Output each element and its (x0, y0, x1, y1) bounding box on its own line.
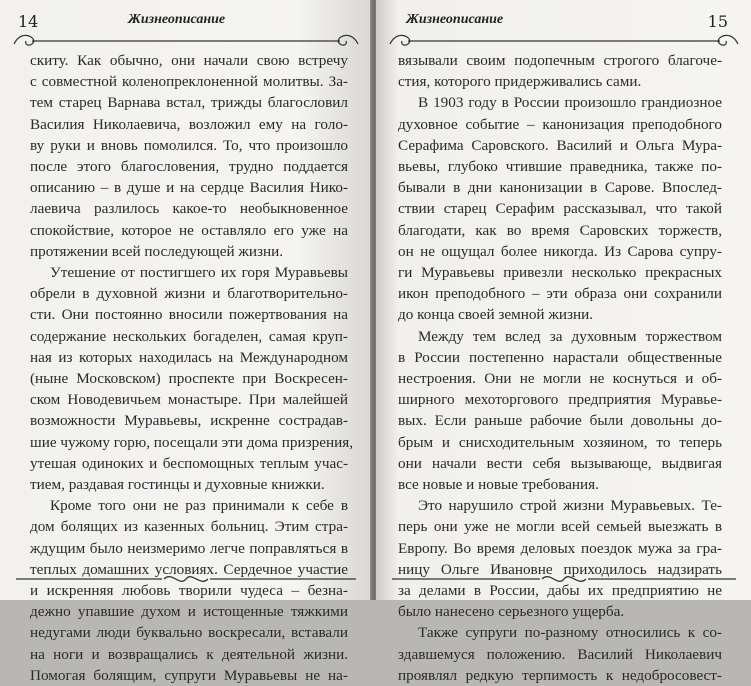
text-line: ги Муравьевы привезли несколько прекрасных (398, 264, 722, 282)
text-line: Серафима Саровского. Василий и Ольга Мура- (398, 136, 722, 154)
text-line: содержание нескольких богаделен, самая круп- (30, 327, 348, 345)
text-line: возможности Муравьевы, искренне сострадав- (30, 412, 348, 430)
text-line: скиту. Как обычно, они начали свою встречу (30, 52, 348, 69)
text-line: нестроения. Они не могли не коснуться и об- (398, 370, 722, 388)
ornamental-rule-bottom (388, 568, 740, 590)
page-number: 15 (707, 12, 728, 31)
running-title: Жизнеописание (406, 12, 504, 27)
text-line: спокойствие, которое не оставляло его уже на (30, 221, 348, 239)
text-line: было нанесено серьезного ущерба. (398, 603, 625, 621)
text-line: брым и снисходительным хозяином, то теперь (398, 433, 722, 451)
text-line: Также супруги по-разному относились к со- (418, 624, 722, 642)
text-line: вязывали своим подопечным строгого благоче- (398, 52, 722, 69)
text-line: в России постепенно нарастали общественные (398, 348, 722, 366)
page-number: 14 (18, 12, 39, 31)
text-line: Помогая болящим, супруги Муравьевы не на- (30, 666, 348, 684)
ornamental-rule-top (388, 30, 740, 52)
text-line: духовное событие – канонизация преподобного (398, 115, 722, 133)
text-line: В 1903 году в России произошло грандиозное (418, 94, 722, 112)
text-line: недугами люди буквально воскресали, вставали (30, 624, 348, 642)
ornamental-rule-top (12, 30, 360, 52)
text-line: дом болящих из казенных больниц. Этим стра- (30, 518, 348, 536)
text-line: сти. Они постоянно вносили пожертвования на (30, 306, 348, 324)
text-line: на ноги и возвращались к деятельной жизни. (30, 645, 348, 663)
text-line: и искренняя любовь творили чудеса – безна- (30, 582, 348, 600)
text-line: лаевича разлилось какое-то необыкновенное (30, 200, 348, 218)
right-body-text (398, 50, 722, 686)
text-line: Между тем вслед за духовным торжеством (418, 327, 722, 345)
text-line: Это нарушило строй жизни Муравьевых. Те- (418, 497, 722, 515)
text-line: благодати, как во время Саровских торжеств, (398, 221, 722, 239)
text-line: ницу Ольге Ивановне приходилось надзирать (398, 560, 722, 578)
text-line: тием, раздавая гостинцы и духовные книжки. (30, 476, 325, 494)
left-body-text (30, 50, 354, 686)
text-line: Утешение от постигшего их горя Муравьевы (50, 264, 348, 282)
text-line: до конца своей земной жизни. (398, 306, 594, 324)
text-line: описанию – в душе и на сердце Василия Нико- (30, 179, 348, 197)
text-line: обрели в духовной жизни и благотворительно- (30, 285, 348, 303)
running-title: Жизнеописание (128, 12, 226, 27)
text-line: (ныне Московском) проспекте при Воскресен- (30, 370, 348, 388)
text-line: дежно упавшие духом и истощенные тяжкими (30, 603, 348, 621)
text-line: бывали в дни канонизации в Сарове. Впослед- (398, 179, 722, 197)
text-line: тем старец Варнава встал, трижды благословил (30, 94, 348, 112)
text-line: Европу. Во время деловых поездок мужа за гра- (398, 539, 722, 557)
text-line: после этого благословения, трудно поддается (30, 158, 348, 176)
text-line: они начали вести себя вызывающе, выдвигая (398, 454, 722, 472)
text-line: он не ощущал более никогда. Из Сарова супру- (398, 242, 722, 260)
text-line: здавшемуся положению. Василий Николаевич (398, 645, 722, 663)
text-line: шие чужому горю, посещали эти дома призрения, (30, 433, 354, 451)
text-line: Василия Николаевича, возложил ему на голо- (30, 115, 348, 133)
text-line: протяжении всей последующей жизни. (30, 242, 284, 260)
text-line: ширного мехоторгового предприятия Муравье- (398, 391, 722, 409)
text-line: ждущим было неизмеримо легче поправляться в (30, 539, 348, 557)
right-page (376, 0, 751, 684)
text-line: теплых домашних условиях. Сердечное участие (30, 560, 348, 578)
text-line: вьевы, глубоко чтившие праведника, также по- (398, 158, 722, 176)
text-line: ная из которых находилась на Международном (30, 348, 348, 366)
text-line: икон преподобного – эти образа они сохранили (398, 285, 722, 303)
text-line: ву руки и вновь помолился. То, что произошло (30, 136, 348, 154)
text-line: стия, которого придерживались сами. (398, 73, 642, 91)
text-line: утешая одиноких и беспомощных теплым учас- (30, 454, 348, 472)
text-line: за делами в России, дабы их предприятию не (398, 582, 722, 600)
ornamental-rule-bottom (12, 568, 360, 590)
text-line: вых. Если раньше рабочие были довольны до- (398, 412, 722, 430)
left-page (0, 0, 372, 684)
text-line: ствии старец Серафим рассказывал, что такой (398, 200, 722, 218)
text-line: перь они уже не могли всей семьей выезжать в (398, 518, 722, 536)
text-line: с совместной коленопреклоненной молитвы. За- (30, 73, 348, 91)
text-line: проявлял редкую терпимость к недобросовест- (398, 666, 722, 684)
text-line: Кроме того они не раз принимали к себе в (50, 497, 348, 515)
text-line: ском Новодевичьем монастыре. При малейшей (30, 391, 348, 409)
text-line: все новые и новые требования. (398, 476, 599, 494)
